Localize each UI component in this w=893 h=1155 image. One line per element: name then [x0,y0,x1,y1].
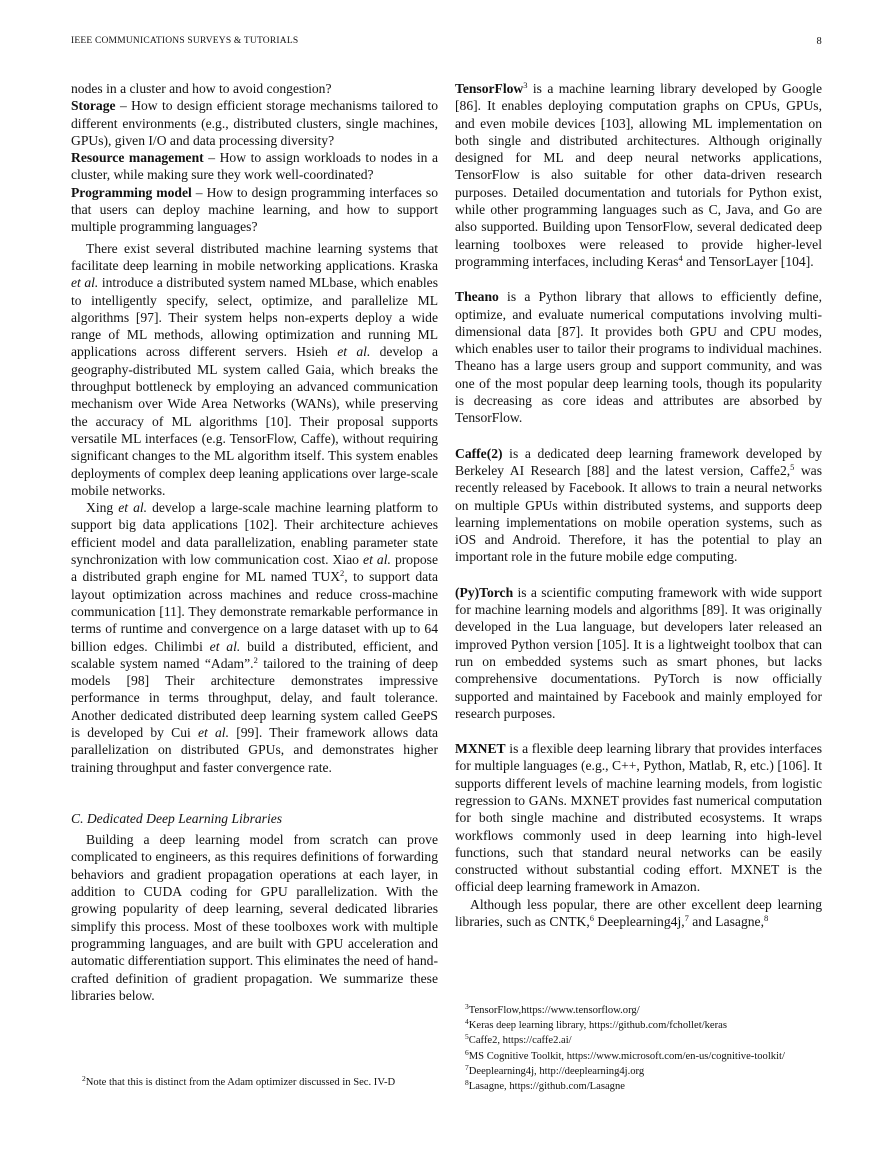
mxnet-paragraph: MXNET is a flexible deep learning library that provides interfaces for multiple languages (e.g., C++, Python, Matlab, R, etc.) [106]. It supports different levels of machine learning models, from logistic regression to GANs. MXNET provides fast numerical computation for both single machine and distributed ecosystems. It wraps workflows commonly used in deep learning into high-level functions, such that standard neural networks can be easily constructed without substantial coding effort. MXNET is the official deep learning framework in Amazon. [455,741,822,895]
paragraph: Xing et al. develop a large-scale machine learning platform to support big data applications [102]. Their architecture achieves efficient model and data parallelization, enabling parameter state synchronization with low communication cost. Xiao et al. propose a distributed graph engine for ML named TUX$^2$, to support data layout optimization across machines and reduce cross-machine communication [11]. They demonstrate remarkable performance in terms of runtime and convergence on a large dataset with up to 64 billion edges. Chilimbi et al. build a distributed, efficient, and scalable system named “Adam”.$^2$ tailored to the training of deep models [98] Their architecture demonstrates impressive performance in terms throughput, delay, and fault tolerance. Another dedicated distributed deep learning system called GeePS is developed by Cui et al. [99]. Their framework allows data parallelization on distributed GPUs, and demonstrates higher training throughput and faster convergence rate. [71,500,439,775]
paragraph: There exist several distributed machine learning systems that facilitate deep learning in mobile networking applications. Kraska et al. introduce a distributed system named MLbase, which enables to intelligently specify, select, optimize, and parallelize ML algorithms [97]. Their system helps non-experts deploy a wide range of ML methods, allowing optimization and running ML applications across different servers. Hsieh et al. develop a geography-distributed ML system called Gaia, which breaks the throughput bottleneck by employing an advanced communication mechanism over Wide Area Networks (WANs), while preserving the accuracy of ML algorithms [10]. Their proposal supports versatile ML interfaces (e.g. TensorFlow, Caffe), without requiring significant changes to the ML algorithm itself. This system enables deployments of complex deep leaning applications over large-scale mobile networks. [71,240,439,498]
term: TensorFlow [455,81,524,96]
resource-management-item: Resource management – How to assign workloads to nodes in a cluster, while making sure they work well-coordinated? [71,150,438,183]
section-heading: C. Dedicated Deep Learning Libraries [71,810,283,826]
storage-item: Storage – How to design efficient storage mechanisms tailored to different environments (e.g., distributed clusters, single machines, GPUs), given I/O and data processing diversity? [71,98,438,148]
theano-paragraph: Theano is a Python library that allows to efficiently define, optimize, and evaluate numerical computations involving multi-dimensional data [87]. It provides both GPU and CPU modes, which enables user to tailor their programs to individual machines. Theano has a large users group and support community, and was one of the most popular deep learning tools, though its popularity is decreasing as core ideas and attributes are absorbed by TensorFlow. [455,289,822,426]
footnote-mark: 3 [523,80,528,90]
footnote-mark: 2 [253,654,258,665]
footnote: $^8$Lasagne, https://github.com/Lasagne [465,1078,625,1093]
page-number: 8 [816,36,822,47]
footnotes [465,1003,825,1094]
caffe-paragraph: Caffe(2) is a dedicated deep learning framework developed by Berkeley AI Research [88] and the latest version, Caffe2,$^5$ was recently released by Facebook. It allows to train a neural networks on multiple GPUs within distributed systems, and supports deep learning implementations on mobile operation systems, such as iOS and Android. Therefore, it has the potential to play an important role in the future mobile edge computing. [455,445,822,565]
footnote-2: $^2$Note that this is distinct from the Adam optimizer discussed in Sec. IV-D [82,1074,396,1088]
term: Resource management [71,150,204,166]
paragraph: Building a deep learning model from scratch can prove complicated to engineers, as this requires definitions of forwarding behaviors and gradient propagation operations at each layer, in addition to CUDA coding for GPU parallelization. With the growing popularity of deep learning, several dedicated libraries simplify this process. Most of these toolboxes work with multiple programming languages, and are built with GPU acceleration and automatic differentiation support. This eliminates the need of hand-crafted definition of gradient propagation. We summarize these libraries below. [71,832,438,1003]
footnote: $^7$Deeplearning4j, http://deeplearning4j.org [465,1062,645,1077]
running-header [71,36,822,50]
term: Caffe(2) [455,445,503,461]
footnote: $^3$TensorFlow,https://www.tensorflow.org/ [465,1002,640,1016]
torch-paragraph: (Py)Torch is a scientific computing framework with wide support for machine learning models and algorithms [89]. It was originally developed in the Lua language, but developers later released an improved Python version [105]. It is a lightweight toolbox that can run on embedded systems such as smart phones, but lacks comprehensive documentations. PyTorch is now officially supported and maintained by Facebook and mainly employed for research purposes. [455,584,822,721]
footnote: $^4$Keras deep learning library, https://github.com/fchollet/keras [465,1017,727,1032]
right-column [455,80,822,930]
journal-title: IEEE COMMUNICATIONS SURVEYS & TUTORIALS [71,36,299,46]
term: Storage [71,98,116,114]
footnote-mark: 5 [790,461,795,472]
term: MXNET [455,741,506,757]
footnote-mark: 4 [678,252,683,263]
term: Programming model [71,184,192,200]
term: Theano [455,289,499,305]
footnote: $^6$MS Cognitive Toolkit, https://www.microsoft.com/en-us/cognitive-toolkit/ [465,1047,785,1062]
tensorflow-paragraph: TensorFlow$^3$ is a machine learning library developed by Google [86]. It enables deploying computation graphs on CPUs, GPUs, and even mobile devices [103], allowing ML implementation on both single and distributed architectures. Although originally designed for ML and deep neural networks applications, TensorFlow is also suitable for other data-driven research purposes. Detailed documentation and tutorials for Python exist, while other programming languages such as C, Java, and Go are also supported. Building upon TensorFlow, several dedicated deep learning toolboxes were released to provide higher-level programming interfaces, including Keras$^4$ and TensorLayer [104]. [455,80,822,269]
term: (Py)Torch [455,584,514,600]
paragraph: Although less popular, there are other excellent deep learning libraries, such as CNTK,$^6$ Deeplearning4j,$^7$ and Lasagne,$^8$ [455,896,822,930]
left-column [71,80,438,1004]
paragraph: nodes in a cluster and how to avoid congestion? [71,81,332,96]
footnote-mark: 2 [340,568,345,579]
footnote: $^5$Caffe2, https://caffe2.ai/ [465,1032,572,1047]
programming-model-item: Programming model – How to design programming interfaces so that users can deploy machine learning, and how to support multiple programming languages? [71,184,439,235]
